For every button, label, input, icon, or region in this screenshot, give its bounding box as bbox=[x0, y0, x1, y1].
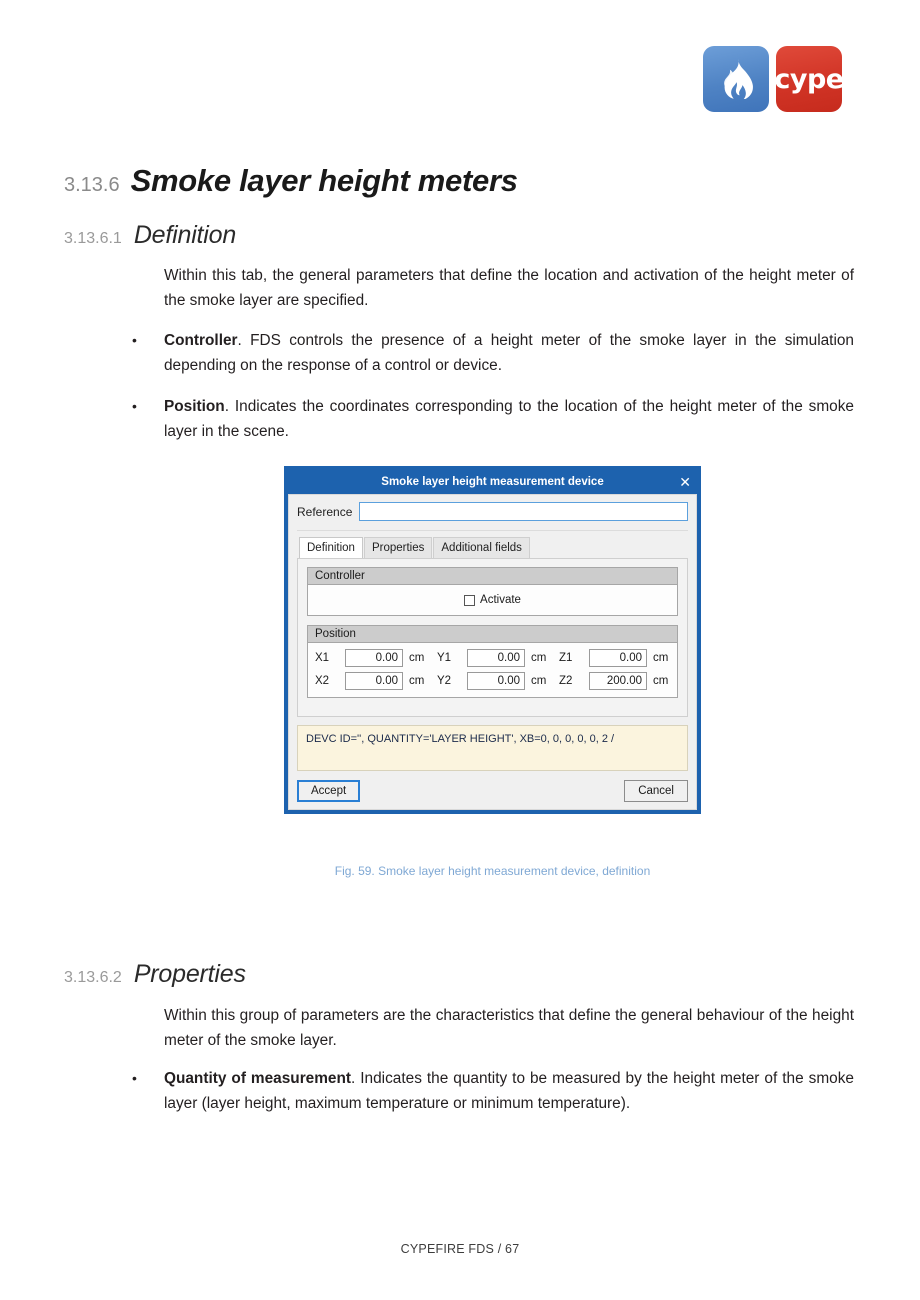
subsection-title-definition: Definition bbox=[133, 221, 237, 249]
unit-y2: cm bbox=[531, 675, 547, 687]
activate-checkbox[interactable] bbox=[464, 595, 475, 606]
bullet-marker: • bbox=[132, 398, 137, 414]
bullet-marker: • bbox=[132, 332, 137, 348]
divider bbox=[297, 530, 688, 531]
controller-group bbox=[307, 567, 678, 616]
input-x1[interactable] bbox=[345, 649, 403, 667]
input-z1[interactable] bbox=[589, 649, 647, 667]
accept-button[interactable]: Accept bbox=[297, 780, 360, 802]
bullet-controller-term: Controller bbox=[164, 332, 238, 349]
position-cell-y1 bbox=[437, 649, 559, 667]
section-number: 3.13.6 bbox=[64, 174, 120, 196]
position-group-title: Position bbox=[308, 626, 677, 643]
label-y1: Y1 bbox=[437, 652, 452, 664]
controller-group-title: Controller bbox=[308, 568, 677, 585]
page-footer: CYPEFIRE FDS / 67 bbox=[400, 1242, 520, 1256]
unit-z2: cm bbox=[653, 675, 669, 687]
subsection-number-definition: 3.13.6.1 bbox=[64, 230, 122, 247]
unit-x1: cm bbox=[409, 652, 425, 664]
subsection-title-properties: Properties bbox=[133, 960, 246, 988]
bullet-marker: • bbox=[132, 1070, 137, 1086]
dialog-tabs bbox=[299, 537, 688, 558]
bullet-position-term: Position bbox=[164, 398, 225, 415]
fds-code-preview: DEVC ID='', QUANTITY='LAYER HEIGHT', XB=0, 0, 0, 0, 0, 2 / bbox=[297, 725, 688, 771]
cype-brand-tile bbox=[776, 46, 842, 112]
section-title: Smoke layer height meters bbox=[130, 163, 518, 198]
position-group bbox=[307, 625, 678, 698]
bullet-position-body: . Indicates the coordinates corresponding to the location of the height meter of the smoke layer in the scene. bbox=[164, 398, 854, 440]
position-cell-z2 bbox=[559, 672, 681, 690]
controller-group-body bbox=[308, 585, 677, 615]
label-z2: Z2 bbox=[559, 675, 573, 687]
reference-input[interactable] bbox=[359, 502, 688, 521]
cype-wordmark: cype bbox=[774, 63, 844, 95]
label-z1: Z1 bbox=[559, 652, 573, 664]
bullet-position bbox=[132, 394, 854, 444]
unit-y1: cm bbox=[531, 652, 547, 664]
label-x1: X1 bbox=[315, 652, 330, 664]
bullet-controller-text bbox=[164, 328, 854, 378]
label-x2: X2 bbox=[315, 675, 330, 687]
dialog-title: Smoke layer height measurement device bbox=[381, 476, 604, 488]
cypefire-flame-tile bbox=[703, 46, 769, 112]
reference-row bbox=[297, 502, 688, 521]
tab-additional-fields[interactable]: Additional fields bbox=[433, 537, 530, 558]
input-y2[interactable] bbox=[467, 672, 525, 690]
position-row-2 bbox=[315, 672, 670, 690]
smoke-layer-height-dialog bbox=[284, 466, 701, 814]
activate-label: Activate bbox=[480, 594, 521, 606]
reference-label: Reference bbox=[297, 504, 353, 519]
unit-x2: cm bbox=[409, 675, 425, 687]
input-y1[interactable] bbox=[467, 649, 525, 667]
properties-intro-paragraph: Within this group of parameters are the characteristics that define the general behaviour of the height meter of the smoke layer. bbox=[164, 1007, 854, 1049]
subsection-heading-properties bbox=[64, 960, 246, 989]
dialog-footer bbox=[297, 780, 688, 802]
dialog-body bbox=[288, 494, 697, 810]
bullet-controller bbox=[132, 328, 854, 378]
subsection-heading-definition bbox=[64, 221, 236, 250]
dialog-title-bar bbox=[288, 470, 697, 494]
position-cell-x2 bbox=[315, 672, 437, 690]
bullet-quantity-body: . Indicates the quantity to be measured by the height meter of the smoke layer (layer height, maximum temperature or minimum temperature). bbox=[164, 1070, 854, 1112]
position-row-1 bbox=[315, 649, 670, 667]
bullet-quantity-term: Quantity of measurement bbox=[164, 1070, 352, 1087]
cancel-button[interactable]: Cancel bbox=[624, 780, 688, 802]
tab-panel-definition bbox=[297, 558, 688, 717]
position-cell-y2 bbox=[437, 672, 559, 690]
bullet-quantity-of-measurement bbox=[132, 1066, 854, 1116]
brand-logo bbox=[703, 46, 842, 112]
bullet-controller-body: . FDS controls the presence of a height meter of the smoke layer in the simulation depending on the response of a control or device. bbox=[164, 332, 854, 374]
activate-checkbox-row[interactable] bbox=[315, 594, 670, 606]
flame-icon bbox=[719, 59, 753, 99]
label-y2: Y2 bbox=[437, 675, 452, 687]
subsection-number-properties: 3.13.6.2 bbox=[64, 969, 122, 986]
tab-properties[interactable]: Properties bbox=[364, 537, 432, 558]
input-x2[interactable] bbox=[345, 672, 403, 690]
bullet-quantity-text bbox=[164, 1066, 854, 1116]
close-icon[interactable]: ✕ bbox=[679, 474, 691, 490]
section-heading bbox=[64, 163, 518, 199]
figure-caption: Fig. 59. Smoke layer height measurement device, definition bbox=[334, 864, 651, 878]
definition-intro-paragraph: Within this tab, the general parameters that define the location and activation of the height meter of the smoke layer are specified. bbox=[164, 267, 854, 309]
position-cell-x1 bbox=[315, 649, 437, 667]
tab-definition[interactable]: Definition bbox=[299, 537, 363, 558]
bullet-position-text bbox=[164, 394, 854, 444]
unit-z1: cm bbox=[653, 652, 669, 664]
input-z2[interactable] bbox=[589, 672, 647, 690]
position-cell-z1 bbox=[559, 649, 681, 667]
position-group-body bbox=[308, 643, 677, 697]
